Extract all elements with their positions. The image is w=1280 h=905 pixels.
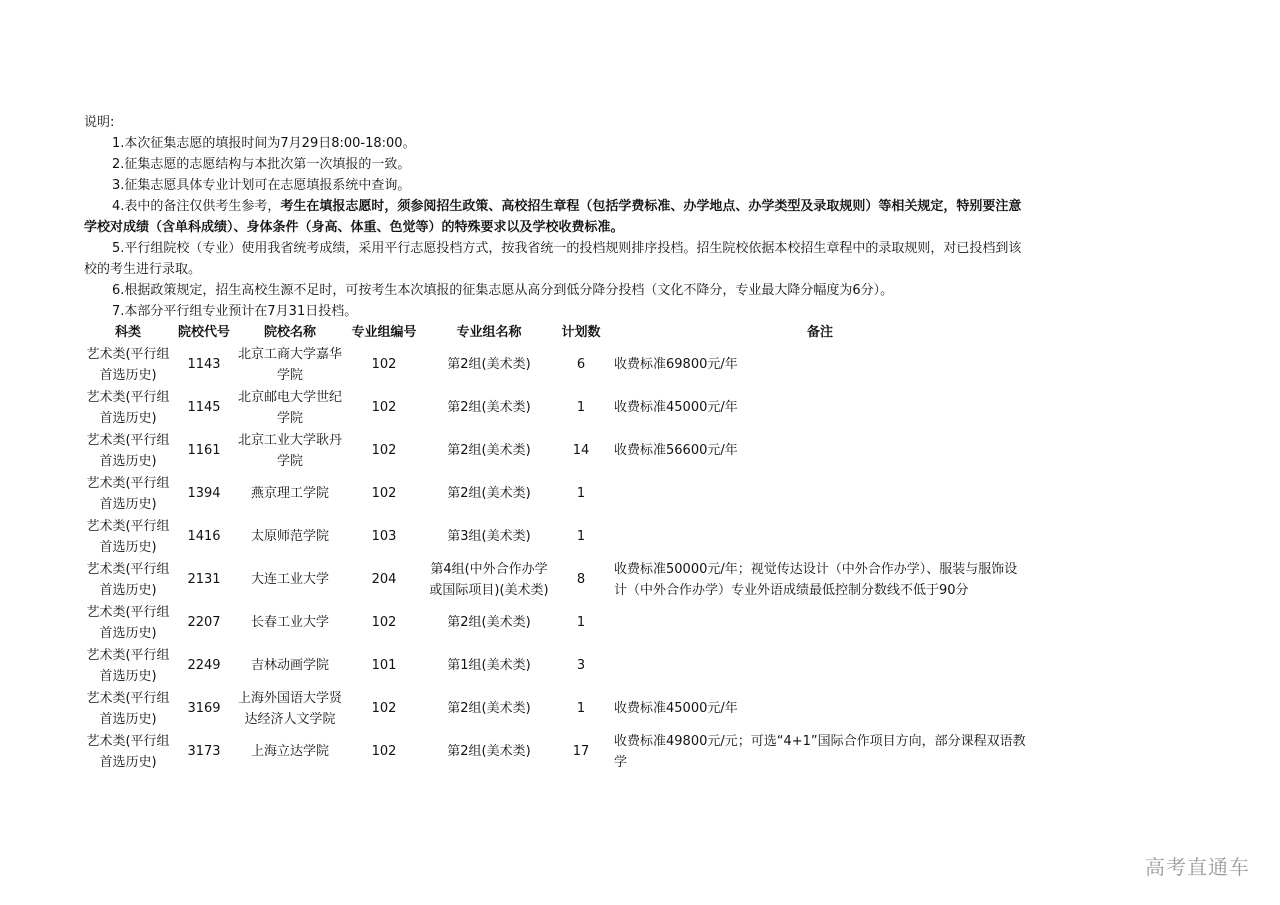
cell-remark: 收费标准69800元/年 xyxy=(614,357,738,372)
header-category: 科类 xyxy=(114,325,141,340)
cell-school-name: 大连工业大学 xyxy=(250,572,329,587)
cell-school-name: 太原师范学院 xyxy=(250,529,329,544)
cell-plan-count: 1 xyxy=(576,486,586,501)
cell-group-name: 第2组(美术类) xyxy=(447,443,531,458)
note-5: 5.平行组院校（专业）使用我省统考成绩，采用平行志愿投档方式，按我省统一的投档规则排序投档。招生院校依据本校招生章程中的录取规则，对已投档到该校的考生进行录取。 xyxy=(84,241,1022,277)
cell-category: 艺术类(平行组首选历史) xyxy=(86,733,170,770)
note-4-bold: 考生在填报志愿时，须参阅招生政策、高校招生章程（包括学费标准、办学地点、办学类型及录取规则）等相关规定，特别要注意学校对成绩（含单科成绩）、身体条件（身高、体重、色觉等）的特殊要求以及学校收费标准。 xyxy=(84,199,1022,235)
cell-plan-count: 1 xyxy=(576,615,586,630)
cell-remark: 收费标准50000元/年；视觉传达设计（中外合作办学）、服装与服饰设计（中外合作办学）专业外语成绩最低控制分数线不低于90分 xyxy=(614,561,1018,598)
table-row xyxy=(84,730,1032,773)
cell-group-name: 第2组(美术类) xyxy=(447,400,531,415)
cell-school-code: 1145 xyxy=(187,400,221,415)
cell-group-number: 102 xyxy=(371,744,397,759)
header-remark: 备注 xyxy=(806,325,833,340)
cell-school-name: 北京工业大学耿丹学院 xyxy=(238,432,343,469)
cell-school-name: 长春工业大学 xyxy=(250,615,329,630)
cell-group-number: 102 xyxy=(371,615,397,630)
document-page xyxy=(84,112,1032,773)
note-2: 2.征集志愿的志愿结构与本批次第一次填报的一致。 xyxy=(112,157,411,172)
header-school-code: 院校代号 xyxy=(177,325,230,340)
cell-category: 艺术类(平行组首选历史) xyxy=(86,346,170,383)
cell-category: 艺术类(平行组首选历史) xyxy=(86,432,170,469)
cell-plan-count: 17 xyxy=(572,744,590,759)
cell-remark xyxy=(608,601,1032,644)
cell-group-name: 第2组(美术类) xyxy=(447,744,531,759)
cell-group-name: 第3组(美术类) xyxy=(447,529,531,544)
notes-section xyxy=(84,112,1032,322)
note-6: 6.根据政策规定，招生高校生源不足时，可按考生本次填报的征集志愿从高分到低分降分投档（文化不降分，专业最大降分幅度为6分）。 xyxy=(112,283,894,298)
cell-category: 艺术类(平行组首选历史) xyxy=(86,561,170,598)
table-row xyxy=(84,687,1032,730)
cell-group-number: 102 xyxy=(371,486,397,501)
cell-remark: 收费标准49800元/元；可选“4+1”国际合作项目方向，部分课程双语教学 xyxy=(614,733,1026,770)
note-3: 3.征集志愿具体专业计划可在志愿填报系统中查询。 xyxy=(112,178,411,193)
cell-group-number: 101 xyxy=(371,658,397,673)
header-group-number: 专业组编号 xyxy=(351,325,417,340)
header-plan-count: 计划数 xyxy=(561,325,601,340)
cell-category: 艺术类(平行组首选历史) xyxy=(86,604,170,641)
cell-school-name: 燕京理工学院 xyxy=(250,486,329,501)
table-row xyxy=(84,343,1032,386)
cell-school-code: 1394 xyxy=(187,486,221,501)
cell-school-code: 2207 xyxy=(187,615,221,630)
cell-school-code: 1143 xyxy=(187,357,221,372)
table-row xyxy=(84,515,1032,558)
cell-group-number: 102 xyxy=(371,701,397,716)
cell-plan-count: 14 xyxy=(572,443,590,458)
cell-plan-count: 6 xyxy=(576,357,586,372)
cell-group-name: 第2组(美术类) xyxy=(447,701,531,716)
note-4-prefix: 4.表中的备注仅供考生参考， xyxy=(112,199,281,214)
table-row xyxy=(84,386,1032,429)
cell-school-name: 上海立达学院 xyxy=(250,744,329,759)
cell-group-number: 204 xyxy=(371,572,397,587)
table-row xyxy=(84,644,1032,687)
cell-group-name: 第1组(美术类) xyxy=(447,658,531,673)
cell-school-code: 1161 xyxy=(187,443,221,458)
cell-plan-count: 3 xyxy=(576,658,586,673)
cell-category: 艺术类(平行组首选历史) xyxy=(86,690,170,727)
table-row xyxy=(84,429,1032,472)
cell-group-number: 102 xyxy=(371,357,397,372)
cell-group-name: 第2组(美术类) xyxy=(447,615,531,630)
cell-remark: 收费标准45000元/年 xyxy=(614,400,738,415)
notes-title: 说明: xyxy=(84,115,115,130)
admission-plan-table xyxy=(84,322,1032,773)
cell-group-number: 102 xyxy=(371,400,397,415)
watermark: 高考直通车 xyxy=(1145,855,1250,879)
table-row xyxy=(84,601,1032,644)
cell-category: 艺术类(平行组首选历史) xyxy=(86,389,170,426)
cell-school-name: 北京工商大学嘉华学院 xyxy=(238,346,343,383)
cell-school-code: 2249 xyxy=(187,658,221,673)
cell-category: 艺术类(平行组首选历史) xyxy=(86,518,170,555)
cell-school-code: 3173 xyxy=(187,744,221,759)
cell-remark xyxy=(608,472,1032,515)
cell-group-number: 103 xyxy=(371,529,397,544)
note-7: 7.本部分平行组专业预计在7月31日投档。 xyxy=(112,304,358,319)
cell-group-name: 第2组(美术类) xyxy=(447,486,531,501)
table-header-row xyxy=(84,322,1032,343)
header-group-name: 专业组名称 xyxy=(456,325,522,340)
cell-group-name: 第2组(美术类) xyxy=(447,357,531,372)
cell-category: 艺术类(平行组首选历史) xyxy=(86,475,170,512)
cell-category: 艺术类(平行组首选历史) xyxy=(86,647,170,684)
cell-school-code: 1416 xyxy=(187,529,221,544)
cell-school-code: 2131 xyxy=(187,572,221,587)
header-school-name: 院校名称 xyxy=(263,325,316,340)
cell-school-name: 吉林动画学院 xyxy=(250,658,329,673)
cell-remark: 收费标准45000元/年 xyxy=(614,701,738,716)
note-4 xyxy=(84,196,1032,238)
cell-plan-count: 1 xyxy=(576,701,586,716)
cell-group-name: 第4组(中外合作办学或国际项目)(美术类) xyxy=(429,561,549,598)
cell-school-code: 3169 xyxy=(187,701,221,716)
cell-school-name: 上海外国语大学贤达经济人文学院 xyxy=(238,690,343,727)
cell-plan-count: 1 xyxy=(576,400,586,415)
cell-school-name: 北京邮电大学世纪学院 xyxy=(238,389,343,426)
cell-remark xyxy=(608,515,1032,558)
cell-plan-count: 8 xyxy=(576,572,586,587)
table-row xyxy=(84,472,1032,515)
cell-remark: 收费标准56600元/年 xyxy=(614,443,738,458)
table-row xyxy=(84,558,1032,601)
cell-plan-count: 1 xyxy=(576,529,586,544)
cell-remark xyxy=(608,644,1032,687)
note-1: 1.本次征集志愿的填报时间为7月29日8:00-18:00。 xyxy=(112,136,416,151)
cell-group-number: 102 xyxy=(371,443,397,458)
